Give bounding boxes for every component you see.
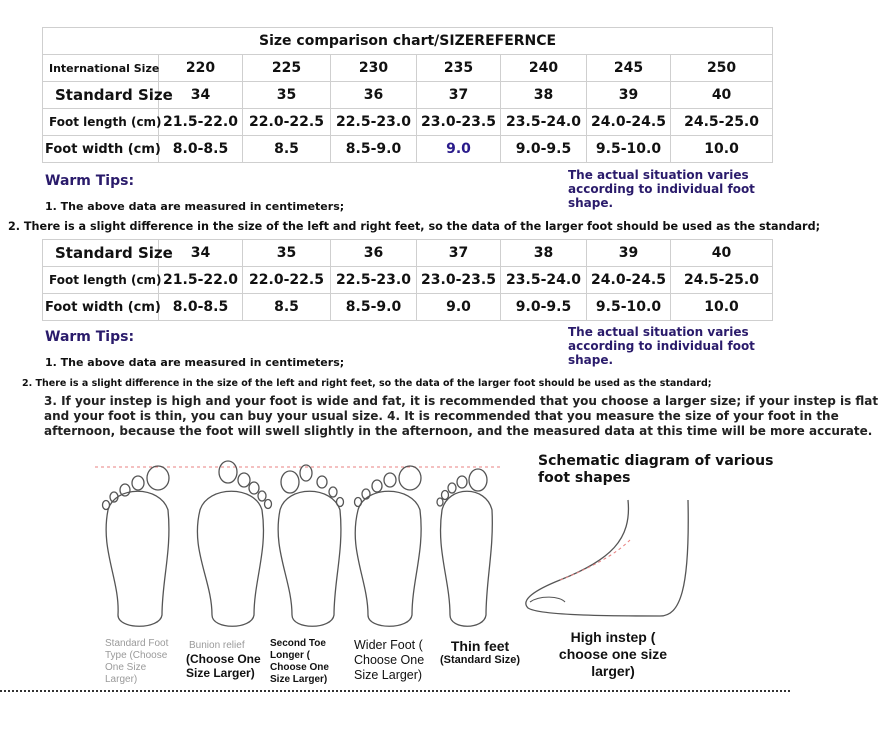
actual-line: according to individual foot shape. [568,339,755,367]
row-label: Foot width (cm) [43,294,159,321]
caption-line: choose one size [558,646,668,662]
table-cell: 24.5-25.0 [671,267,773,294]
instep-guide-line [560,540,630,580]
wider-foot-icon [355,466,422,626]
table-cell: 9.5-10.0 [587,136,671,163]
table-cell: 8.5 [243,294,331,321]
diagram-title-line: foot shapes [538,470,631,486]
table-cell: 35 [243,240,331,267]
caption-line: (Standard Size) [440,654,521,666]
table-cell: 37 [417,82,501,109]
diagram-title-line: Schematic diagram of various [538,453,774,469]
size-table-2 [42,239,773,321]
actual-situation-note [568,168,790,210]
table-cell: 8.5 [243,136,331,163]
row-label: Standard Size [43,240,159,267]
bottom-dotted-divider [0,690,790,692]
row-label: Foot length (cm) [43,267,159,294]
table-cell: 23.5-24.0 [501,109,587,136]
size-table-1 [42,27,773,163]
row-label: Foot width (cm) [43,136,159,163]
table-cell: 37 [417,240,501,267]
table-cell: 8.0-8.5 [159,136,243,163]
table-cell: 22.0-22.5 [243,267,331,294]
table-cell: 38 [501,82,587,109]
table-cell: 235 [417,55,501,82]
table-row [43,55,773,82]
table-cell: 8.0-8.5 [159,294,243,321]
thin-foot-icon [437,469,492,626]
table-cell: 9.0 [417,136,501,163]
actual-line: according to individual foot shape. [568,182,755,210]
table-cell: 250 [671,55,773,82]
table-cell: 38 [501,240,587,267]
bunion-foot-icon [197,461,271,626]
caption-second-toe [270,638,329,686]
caption-line: Larger) [105,674,138,685]
table-cell: 39 [587,240,671,267]
note-2-b: 2. There is a slight difference in the size of the left and right feet, so the data of the larger foot should be used as the standard; [22,378,712,389]
caption-line: Choose One [270,662,329,673]
actual-situation-note-2 [568,325,790,367]
caption-thin-feet [440,639,520,667]
high-instep-foot-icon [526,500,688,616]
caption-line: Wider Foot ( [354,638,423,652]
note-2: 2. There is a slight difference in the size of the left and right feet, so the data of the larger foot should be used as the standard; [8,220,821,233]
table-cell: 8.5-9.0 [331,294,417,321]
table-cell: 23.5-24.0 [501,267,587,294]
caption-line: Size Larger) [354,668,423,682]
table-cell: 39 [587,82,671,109]
table-row [43,82,773,109]
table-cell: 34 [159,82,243,109]
table-cell: 22.5-23.0 [331,109,417,136]
caption-line: One Size [105,662,147,673]
actual-line: The actual situation varies [568,168,749,182]
caption-standard-foot [105,638,168,686]
table-cell: 10.0 [671,136,773,163]
note-1: 1. The above data are measured in centimeters; [45,200,345,213]
advice-line: afternoon, because the foot will swell slightly in the afternoon, and the measured data at this time will be more accurate. [44,424,873,438]
second-toe-foot-icon [278,465,343,626]
caption-bunion [186,640,261,680]
table-cell: 24.0-24.5 [587,109,671,136]
caption-line: High instep ( [570,629,656,645]
table-cell: 21.5-22.0 [159,109,243,136]
table-cell: 10.0 [671,294,773,321]
table-cell: 40 [671,82,773,109]
table-cell: 9.0-9.5 [501,294,587,321]
table-row [43,136,773,163]
caption-line: Type (Choose [105,650,168,661]
caption-line: Size Larger) [186,666,255,680]
table-cell: 34 [159,240,243,267]
table-cell: 23.0-23.5 [417,267,501,294]
table-row [43,294,773,321]
table-cell: 22.0-22.5 [243,109,331,136]
table-cell: 9.5-10.0 [587,294,671,321]
warm-tips-heading-2: Warm Tips: [45,329,135,345]
caption-line: Bunion relief [189,640,245,651]
table-cell: 240 [501,55,587,82]
table-cell: 220 [159,55,243,82]
diagram-title [538,453,773,487]
table-row [43,240,773,267]
warm-tips-heading: Warm Tips: [45,173,135,189]
table-cell: 40 [671,240,773,267]
table-cell: 24.5-25.0 [671,109,773,136]
table-cell: 35 [243,82,331,109]
table-row [43,109,773,136]
table-cell: 23.0-23.5 [417,109,501,136]
table-cell: 230 [331,55,417,82]
table-cell: 9.0 [417,294,501,321]
row-label: International Size [43,55,159,82]
standard-foot-icon [103,466,170,626]
table-cell: 24.0-24.5 [587,267,671,294]
caption-line: Longer ( [270,650,310,661]
table-cell: 21.5-22.0 [159,267,243,294]
caption-line: (Choose One [186,652,261,666]
caption-line: Choose One [354,653,425,667]
table-cell: 225 [243,55,331,82]
caption-wider-foot [354,638,424,683]
table-title: Size comparison chart/SIZEREFERNCE [43,28,773,55]
actual-line: The actual situation varies [568,325,749,339]
advice-line: 3. If your instep is high and your foot is wide and fat, it is recommended that you choose a larger size; if your instep is flat [44,394,878,408]
table-cell: 36 [331,82,417,109]
table-row [43,267,773,294]
caption-line: Thin feet [450,638,510,654]
caption-high-instep [548,629,678,680]
row-label: Foot length (cm) [43,109,159,136]
advice-paragraph [44,394,878,439]
table-cell: 22.5-23.0 [331,267,417,294]
caption-line: Size Larger) [270,674,328,685]
caption-line: Standard Foot [105,638,169,649]
table-cell: 36 [331,240,417,267]
note-1-b: 1. The above data are measured in centimeters; [45,356,345,369]
caption-line: larger) [591,663,635,679]
table-cell: 9.0-9.5 [501,136,587,163]
advice-line: and your foot is thin, you can buy your usual size. 4. It is recommended that you measure the size of your foot in the [44,409,839,423]
caption-line: Second Toe [270,638,326,649]
table-cell: 245 [587,55,671,82]
table-cell: 8.5-9.0 [331,136,417,163]
row-label: Standard Size [43,82,159,109]
